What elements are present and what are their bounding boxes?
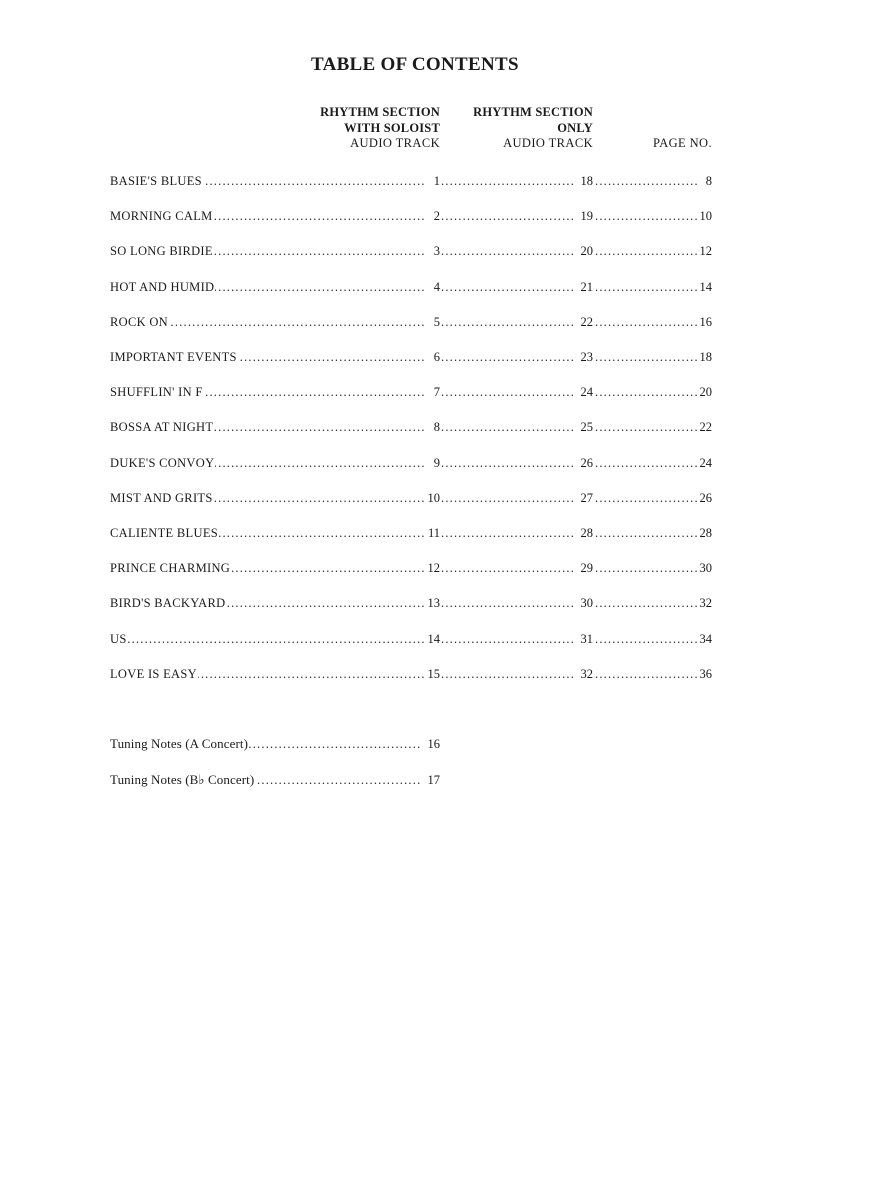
soloist-track-number: 10 <box>427 490 440 505</box>
page-number: 12 <box>699 244 712 259</box>
tuning-title: Tuning Notes (B♭ Concert) <box>110 772 255 787</box>
toc-row <box>0 172 871 190</box>
song-title: ROCK ON <box>110 314 169 329</box>
page-number: 34 <box>699 631 712 646</box>
page-number: 10 <box>699 209 712 224</box>
header-line: AUDIO TRACK <box>350 136 440 150</box>
dot-leader <box>595 172 697 190</box>
header-line: AUDIO TRACK <box>503 136 593 150</box>
page-number: 16 <box>699 314 712 329</box>
page-number: 26 <box>699 490 712 505</box>
rhythm-track-number: 21 <box>580 279 593 294</box>
toc-row <box>0 454 871 472</box>
column-header-page-no: PAGE NO. <box>653 136 712 150</box>
tuning-track-number: 16 <box>427 737 440 751</box>
song-title: US <box>110 631 127 646</box>
column-header-soloist-track <box>300 105 440 152</box>
tuning-row <box>0 771 871 789</box>
page-number: 8 <box>705 174 712 188</box>
soloist-track-number: 14 <box>427 631 440 646</box>
tuning-title: Tuning Notes (A Concert) <box>110 736 249 751</box>
song-title: MORNING CALM <box>110 209 213 224</box>
toc-row <box>0 665 871 683</box>
toc-row <box>0 313 871 331</box>
dot-leader <box>595 278 697 296</box>
toc-row <box>0 418 871 436</box>
page-number: 36 <box>699 666 712 681</box>
song-title: MIST AND GRITS <box>110 490 213 505</box>
dot-leader <box>441 242 575 260</box>
dot-leader <box>595 665 697 683</box>
rhythm-track-number: 29 <box>580 561 593 576</box>
soloist-track-number: 11 <box>427 526 440 540</box>
song-title: PRINCE CHARMING <box>110 561 231 576</box>
rhythm-track-number: 26 <box>580 455 593 470</box>
rhythm-track-number: 20 <box>580 244 593 259</box>
soloist-track-number: 12 <box>427 561 440 576</box>
dot-leader <box>441 383 575 401</box>
dot-leader <box>441 207 575 225</box>
dot-leader <box>595 383 697 401</box>
rhythm-track-number: 22 <box>580 314 593 329</box>
rhythm-track-number: 30 <box>580 596 593 611</box>
toc-row <box>0 594 871 612</box>
rhythm-track-number: 19 <box>580 209 593 224</box>
toc-row <box>0 383 871 401</box>
page-number: 14 <box>699 279 712 294</box>
dot-leader <box>441 489 575 507</box>
dot-leader <box>441 559 575 577</box>
rhythm-track-number: 31 <box>580 631 593 646</box>
dot-leader <box>441 524 575 542</box>
soloist-track-number: 3 <box>433 244 440 259</box>
dot-leader <box>441 454 575 472</box>
rhythm-track-number: 23 <box>580 350 593 364</box>
toc-row <box>0 348 871 366</box>
dot-leader <box>595 242 697 260</box>
column-header-rhythm-track <box>453 105 593 152</box>
soloist-track-number: 15 <box>427 666 440 681</box>
dot-leader <box>595 524 697 542</box>
soloist-track-number: 2 <box>433 209 440 224</box>
dot-leader <box>595 594 697 612</box>
dot-leader <box>595 559 697 577</box>
song-title: BOSSA AT NIGHT <box>110 420 214 435</box>
toc-row <box>0 207 871 225</box>
rhythm-track-number: 32 <box>580 666 593 681</box>
dot-leader <box>441 348 575 366</box>
toc-row <box>0 524 871 542</box>
song-title: BASIE'S BLUES <box>110 174 202 188</box>
dot-leader <box>595 207 697 225</box>
song-title: SHUFFLIN' IN F <box>110 385 203 400</box>
dot-leader <box>595 348 697 366</box>
dot-leader <box>595 313 697 331</box>
dot-leader <box>441 172 575 190</box>
dot-leader <box>441 665 575 683</box>
page-number: 28 <box>699 526 712 540</box>
song-title: IMPORTANT EVENTS <box>110 350 237 364</box>
song-title: BIRD'S BACKYARD <box>110 596 226 611</box>
song-title: HOT AND HUMID <box>110 279 215 294</box>
page-title: TABLE OF CONTENTS <box>311 54 519 75</box>
tuning-row <box>0 735 871 753</box>
rhythm-track-number: 28 <box>580 526 593 540</box>
dot-leader <box>595 630 697 648</box>
dot-leader <box>441 594 575 612</box>
toc-row <box>0 242 871 260</box>
soloist-track-number: 8 <box>433 420 440 435</box>
dot-leader <box>595 454 697 472</box>
rhythm-track-number: 25 <box>580 420 593 435</box>
page-number: 30 <box>699 561 712 576</box>
dot-leader <box>110 630 424 648</box>
dot-leader <box>441 630 575 648</box>
page-number: 22 <box>699 420 712 435</box>
dot-leader <box>441 278 575 296</box>
page-number: 32 <box>699 596 712 611</box>
dot-leader <box>595 489 697 507</box>
song-title: LOVE IS EASY <box>110 666 197 681</box>
dot-leader <box>595 418 697 436</box>
page-number: 24 <box>699 455 712 470</box>
header-line: ONLY <box>557 120 593 135</box>
soloist-track-number: 6 <box>433 350 440 364</box>
soloist-track-number: 7 <box>433 385 440 400</box>
page-number: 20 <box>699 385 712 400</box>
soloist-track-number: 1 <box>433 174 440 188</box>
header-line: RHYTHM SECTION <box>473 105 593 119</box>
soloist-track-number: 9 <box>433 455 440 470</box>
tuning-track-number: 17 <box>427 773 440 787</box>
toc-row <box>0 630 871 648</box>
toc-row <box>0 278 871 296</box>
song-title: CALIENTE BLUES <box>110 526 219 540</box>
dot-leader <box>441 313 575 331</box>
soloist-track-number: 5 <box>433 314 440 329</box>
rhythm-track-number: 24 <box>580 385 593 400</box>
soloist-track-number: 13 <box>427 596 440 611</box>
dot-leader <box>441 418 575 436</box>
page-number: 18 <box>699 350 712 364</box>
header-line: RHYTHM SECTION <box>320 105 440 119</box>
song-title: SO LONG BIRDIE <box>110 244 213 259</box>
rhythm-track-number: 18 <box>580 174 593 188</box>
toc-row <box>0 489 871 507</box>
rhythm-track-number: 27 <box>580 490 593 505</box>
song-title: DUKE'S CONVOY <box>110 455 215 470</box>
soloist-track-number: 4 <box>433 279 440 294</box>
header-line: WITH SOLOIST <box>344 120 440 135</box>
toc-row <box>0 559 871 577</box>
